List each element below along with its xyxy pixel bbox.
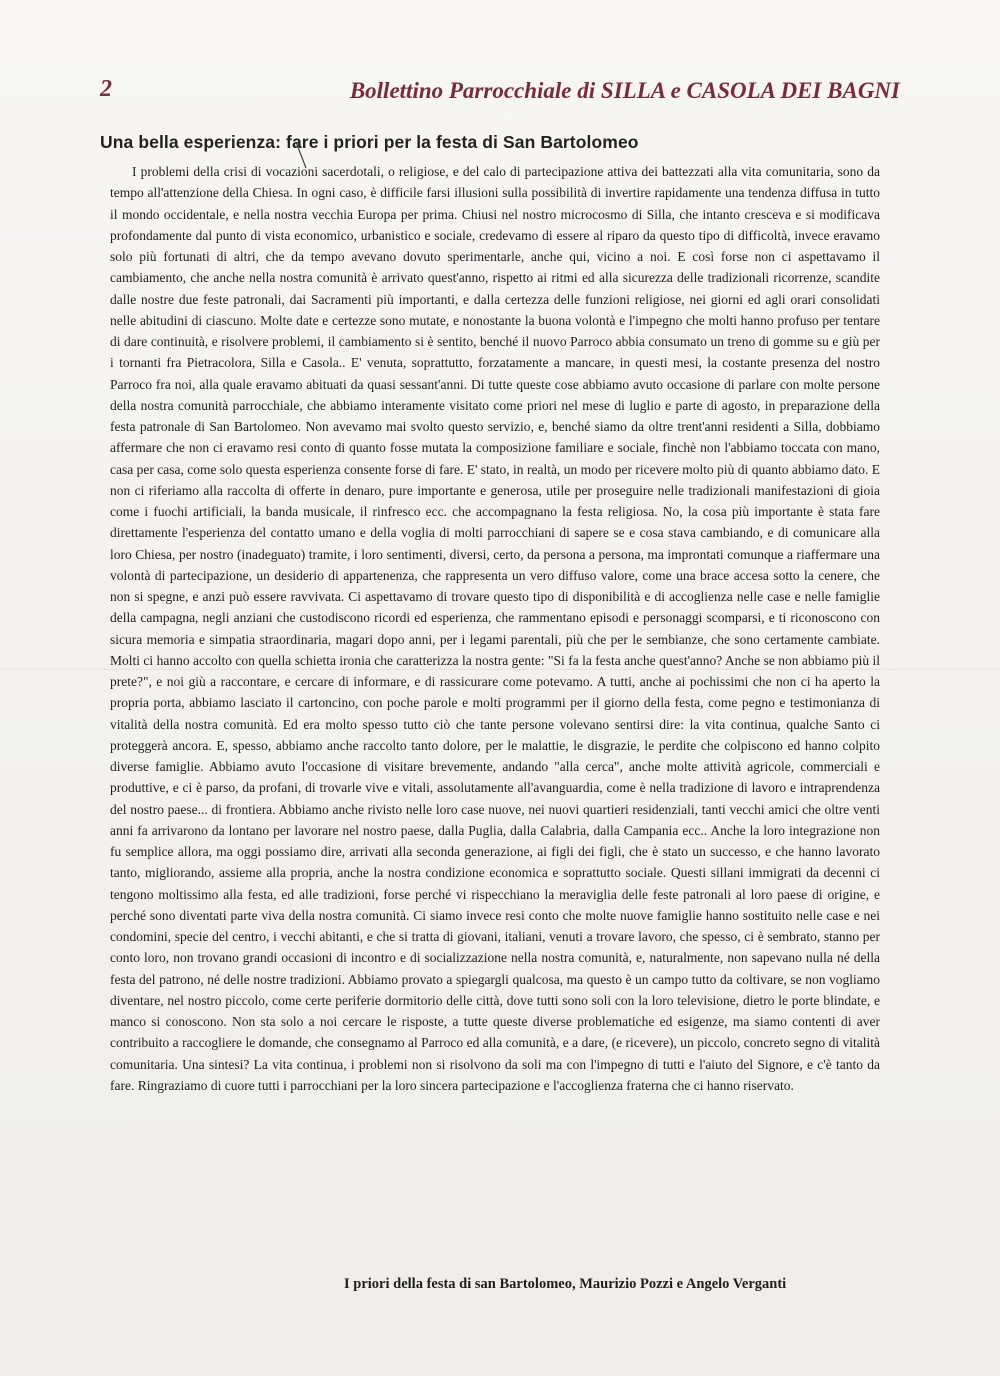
bulletin-title: Bollettino Parrocchiale di SILLA e CASOLA DEI BAGNI [349,78,900,103]
article-body: I problemi della crisi di vocazioni sacerdotali, o religiose, e del calo di partecipazione attiva dei battezzati alla vita comunitaria, sono da tempo all'attenzione della Chiesa. In ogni caso, è difficile farsi illusioni sulla possibilità di invertire rapidamente una tendenza diffusa in tutto il mondo occidentale, e nella nostra vecchia Europa per prima. Chiusi nel nostro microcosmo di Silla, che intanto cresceva e si modificava profondamente dal punto di vista economico, urbanistico e sociale, credevamo di essere al riparo da questo tipo di difficoltà, invece eravamo solo più fortunati di altri, che da tempo avevano dovuto sperimentarle, anche qui, vicino a noi. E così forse non ci aspettavamo il cambiamento, che anche nella nostra comunità è arrivato quest'anno, rispetto ai ritmi ed alla sicurezza delle tradizionali ricorrenze, scandite dalle nostre due feste patronali, dai Sacramenti più importanti, e dalla certezza delle funzioni religiose, nei giorni ed agli orari consolidati nelle abitudini di ciascuno. Molte date e certezze sono mutate, e nonostante la buona volontà e l'impegno che molti hanno profuso per tentare di dare continuità, e risolvere problemi, il cambiamento si è sentito, benché il nuovo Parroco abbia consumato un treno di gomme su e giù per i tornanti fra Pietracolora, Silla e Casola.. E' venuta, soprattutto, forzatamente a mancare, in questi mesi, la costante presenza del nostro Parroco fra noi, alla quale eravamo abituati da quasi sessant'anni. Di tutte queste cose abbiamo avuto occasione di parlare con molte persone della nostra comunità parrocchiale, che abbiamo interamente visitato come priori nel mese di luglio e parte di agosto, in preparazione della festa patronale di San Bartolomeo. Non avevamo mai svolto questo servizio, e, benché siamo da oltre trent'anni residenti a Silla, dobbiamo affermare che non ci eravamo resi conto di quanto fosse mutata la composizione familiare e sociale, finchè non l'abbiamo toccata con mano, casa per casa, come solo questa esperienza consente forse di fare. E' stato, in realtà, un modo per ricevere molto più di quanto abbiamo dato. E non ci riferiamo alla raccolta di offerte in denaro, pure importante e generosa, utile per proseguire nelle tradizionali manifestazioni di gioia come i fuochi artificiali, la banda musicale, il rinfresco ecc. che accompagnano la festa religiosa. No, la cosa più importante è stata fare direttamente l'esperienza del contatto umano e della voglia di molti parrocchiani di sapere se e cosa stava cambiando, e di comunicare alla loro Chiesa, per nostro (inadeguato) tramite, i loro sentimenti, diversi, certo, da persona a persona, ma improntati comunque a riaffermare una volontà di partecipazione, un desiderio di appartenenza, che rappresenta un vero diffuso valore, come una brace accesa sotto la cenere, che non si spegne, e anzi può essere ravvivata. Ci aspettavamo di trovare questo tipo di disponibilità e di accoglienza nelle case e nelle famiglie della campagna, negli anziani che custodiscono ricordi ed esperienza, che rammentano episodi e personaggi scomparsi, e ti riconoscono con sicura memoria e simpatia straordinaria, magari dopo anni, per i legami parentali, più che per le sembianze, che sono certamente cambiate. Molti ci hanno accolto con quella schietta ironia che caratterizza la nostra gente: "Si fa la festa anche quest'anno? Anche se non abbiamo più il prete?", e noi giù a raccontare, e cercare di informare, e di rassicurare come potevamo. A tutti, anche ai pochissimi che non ci ha aperto la propria porta, abbiamo lasciato il cartoncino, con poche parole e molti programmi per il giorno della festa, come pegno e testimonianza di vitalità della nostra comunità. Ed era molto spesso tutto ciò che tante persone volevano sentirsi dire: la vita continua, qualche Santo ci proteggerà ancora. E, spesso, abbiamo anche raccolto tanto dolore, per le malattie, le disgrazie, le perdite che colpiscono ed hanno colpito diverse famiglie. Abbiamo avuto l'occasione di visitare brevemente, andando "alla cerca", anche molte attività agricole, commerciali e produttive, e ci è parso, da profani, di trovarle vive e vitali, assolutamente all'avanguardia, come è nella tradizione di lavoro e intraprendenza del nostro paese... di frontiera. Abbiamo anche rivisto nelle loro case nuove, nei nuovi quartieri residenziali, tanti vecchi amici che oltre venti anni fa arrivarono da lontano per lavorare nel nostro paese, dalla Puglia, dalla Calabria, dalla Campania ecc.. Anche la loro integrazione non fu semplice allora, ma oggi possiamo dire, arrivati alla seconda generazione, ai figli dei figli, che è stato un successo, e che hanno lavorato tanto, migliorando, assieme alla propria, anche la nostra condizione economica e soprattutto sociale. Questi sillani immigrati da decenni ci tengono moltissimo alla festa, ed alle tradizioni, forse perché vi rispecchiano la meraviglia delle feste patronali al loro paese di origine, e perché sono diventati parte viva della nostra comunità. Ci siamo invece resi conto che molte nuove famiglie hanno sostituito nelle case e nei condomini, specie del centro, i vecchi abitanti, e che si tratta di giovani, italiani, venuti a trovare lavoro, che spesso, ci è sembrato, stanno per conto loro, non trovano grandi occasioni di incontro e di socializzazione nella nostra comunità, e, naturalmente, non sapevano nulla né della festa del patrono, né delle nostre tradizioni. Abbiamo provato a spiegargli qualcosa, ma questo è un campo tutto da coltivare, se non vogliamo diventare, nel nostro piccolo, come certe periferie dormitorio delle città, dove tutti sono soli con la loro televisione, dietro le porte blindate, e manco si conoscono. Non sta solo a noi cercare le risposte, a tutte queste diverse problematiche ed esigenze, ma siamo contenti di aver contribuito a raccogliere le domande, che consegnamo al Parroco ed alla comunità, e a dare, (e ricevere), un piccolo, concreto segno di vitalità comunitaria. Una sintesi? La vita continua, i problemi non si risolvono da soli ma con l'impegno di tutti e l'aiuto del Signore, e c'è tanto da fare. Ringraziamo di cuore tutti i parrocchiani per la loro sincera partecipazione e l'accoglienza fraterna che ci hanno riservato. [110,164,880,1093]
article-signature: I priori della festa di san Bartolomeo, Maurizio Pozzi e Angelo Verganti [344,1276,787,1292]
page-number: 2 [100,76,112,102]
page-header [100,74,900,114]
article-title: Una bella esperienza: fare i priori per la festa di San Bartolomeo [100,132,639,152]
